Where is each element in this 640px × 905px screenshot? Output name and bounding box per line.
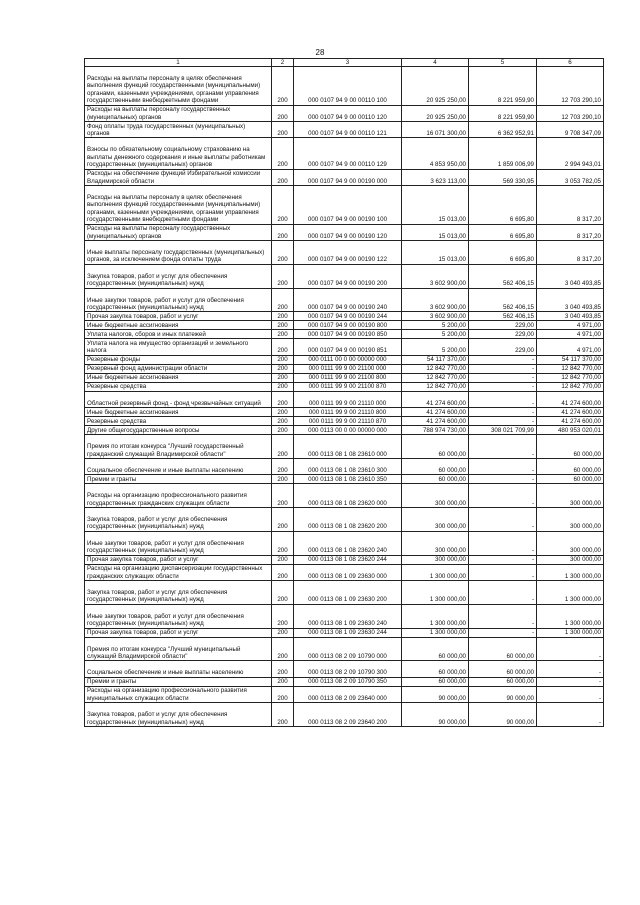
approved-amount-cell: 16 071 300,00	[402, 121, 469, 137]
executed-amount-cell: -	[469, 458, 537, 474]
column-number-row	[85, 59, 604, 67]
approved-amount-cell: 5 200,00	[402, 330, 469, 339]
budget-classification-code-cell: 000 0113 08 2 09 23640 200	[294, 703, 402, 727]
table-row	[85, 677, 604, 686]
table-row	[85, 581, 604, 605]
budget-classification-code-cell: 000 0107 94 9 00 00190 122	[294, 240, 402, 264]
table-row	[85, 330, 604, 339]
unexecuted-amount-cell: 300 000,00	[537, 531, 604, 555]
budget-classification-code-cell: 000 0113 08 1 08 23610 000	[294, 435, 402, 459]
expense-name-cell: Резервные средства	[85, 382, 272, 391]
line-code-cell: 200	[272, 364, 294, 373]
unexecuted-amount-cell: 1 300 000,00	[537, 604, 604, 628]
table-row	[85, 105, 604, 121]
budget-classification-code-cell: 000 0107 94 9 00 00190 851	[294, 339, 402, 355]
executed-amount-cell: -	[469, 373, 537, 382]
expense-name-cell: Социальное обеспечение и иные выплаты населению	[85, 458, 272, 474]
line-code-cell: 200	[272, 339, 294, 355]
budget-classification-code-cell: 000 0111 99 9 00 21110 800	[294, 408, 402, 417]
approved-amount-cell: 300 000,00	[402, 484, 469, 508]
table-row	[85, 508, 604, 532]
unexecuted-amount-cell: 1 300 000,00	[537, 628, 604, 637]
expense-name-cell: Фонд оплаты труда государственных (муниципальных) органов	[85, 121, 272, 137]
executed-amount-cell: 90 000,00	[469, 686, 537, 702]
executed-amount-cell: -	[469, 581, 537, 605]
approved-amount-cell: 12 842 770,00	[402, 382, 469, 391]
table-row	[85, 564, 604, 580]
table-row	[85, 169, 604, 185]
unexecuted-amount-cell: 41 274 600,00	[537, 408, 604, 417]
line-code-cell: 200	[272, 458, 294, 474]
executed-amount-cell: 6 695,80	[469, 185, 537, 224]
expense-name-cell: Иные выплаты персоналу государственных (муниципальных) органов, за исключением фонда оплаты труда	[85, 240, 272, 264]
line-code-cell: 200	[272, 703, 294, 727]
table-row	[85, 408, 604, 417]
budget-classification-code-cell: 000 0113 08 2 09 10790 350	[294, 677, 402, 686]
executed-amount-cell: -	[469, 417, 537, 426]
approved-amount-cell: 3 602 900,00	[402, 264, 469, 288]
table-row	[85, 373, 604, 382]
unexecuted-amount-cell: 54 117 370,00	[537, 355, 604, 364]
executed-amount-cell: -	[469, 531, 537, 555]
expense-name-cell: Иные бюджетные ассигнования	[85, 373, 272, 382]
expense-name-cell: Резервный фонд администрации области	[85, 364, 272, 373]
budget-classification-code-cell: 000 0113 08 2 09 10790 000	[294, 637, 402, 661]
expense-name-cell: Прочая закупка товаров, работ и услуг	[85, 628, 272, 637]
unexecuted-amount-cell: -	[537, 703, 604, 727]
unexecuted-amount-cell: 41 274 600,00	[537, 391, 604, 407]
budget-classification-code-cell: 000 0107 94 9 00 00110 120	[294, 105, 402, 121]
unexecuted-amount-cell: 9 708 347,09	[537, 121, 604, 137]
unexecuted-amount-cell: 3 040 493,85	[537, 312, 604, 321]
executed-amount-cell: 229,00	[469, 321, 537, 330]
executed-amount-cell: 8 221 959,90	[469, 67, 537, 106]
budget-classification-code-cell: 000 0107 94 9 00 00190 120	[294, 224, 402, 240]
table-row	[85, 458, 604, 474]
executed-amount-cell: -	[469, 508, 537, 532]
unexecuted-amount-cell: 3 053 782,05	[537, 169, 604, 185]
budget-classification-code-cell: 000 0113 08 1 08 23620 000	[294, 484, 402, 508]
table-row	[85, 185, 604, 224]
table-row	[85, 435, 604, 459]
line-code-cell: 200	[272, 138, 294, 169]
table-row	[85, 67, 604, 106]
line-code-cell: 200	[272, 264, 294, 288]
column-header-1: 1	[85, 59, 272, 67]
unexecuted-amount-cell: 60 000,00	[537, 435, 604, 459]
table-row	[85, 531, 604, 555]
unexecuted-amount-cell: -	[537, 677, 604, 686]
unexecuted-amount-cell: 4 971,00	[537, 339, 604, 355]
expense-name-cell: Закупка товаров, работ и услуг для обеспечения государственных (муниципальных) нужд	[85, 581, 272, 605]
unexecuted-amount-cell: 12 842 770,00	[537, 364, 604, 373]
executed-amount-cell: -	[469, 435, 537, 459]
unexecuted-amount-cell: 12 842 770,00	[537, 382, 604, 391]
executed-amount-cell: -	[469, 564, 537, 580]
unexecuted-amount-cell: 1 300 000,00	[537, 581, 604, 605]
unexecuted-amount-cell: 60 000,00	[537, 458, 604, 474]
line-code-cell: 200	[272, 312, 294, 321]
expense-name-cell: Иные закупки товаров, работ и услуг для обеспечения государственных (муниципальных) нужд	[85, 288, 272, 312]
expense-name-cell: Областной резервный фонд - фонд чрезвычайных ситуаций	[85, 391, 272, 407]
approved-amount-cell: 41 274 600,00	[402, 417, 469, 426]
unexecuted-amount-cell: 300 000,00	[537, 555, 604, 564]
approved-amount-cell: 3 602 900,00	[402, 312, 469, 321]
budget-classification-code-cell: 000 0107 94 9 00 00110 121	[294, 121, 402, 137]
expense-name-cell: Закупка товаров, работ и услуг для обеспечения государственных (муниципальных) нужд	[85, 264, 272, 288]
expense-name-cell: Премии и гранты	[85, 677, 272, 686]
table-row	[85, 475, 604, 484]
expense-name-cell: Резервные фонды	[85, 355, 272, 364]
approved-amount-cell: 1 300 000,00	[402, 628, 469, 637]
expense-name-cell: Расходы на обеспечение функций Избирательной комиссии Владимирской области	[85, 169, 272, 185]
executed-amount-cell: 569 330,95	[469, 169, 537, 185]
table-row	[85, 628, 604, 637]
executed-amount-cell: -	[469, 408, 537, 417]
expense-name-cell: Расходы на выплаты персоналу государственных (муниципальных) органов	[85, 105, 272, 121]
table-row	[85, 364, 604, 373]
approved-amount-cell: 41 274 600,00	[402, 408, 469, 417]
executed-amount-cell: -	[469, 604, 537, 628]
table-row	[85, 637, 604, 661]
line-code-cell: 200	[272, 185, 294, 224]
budget-classification-code-cell: 000 0107 94 9 00 00110 100	[294, 67, 402, 106]
line-code-cell: 200	[272, 321, 294, 330]
line-code-cell: 200	[272, 531, 294, 555]
table-row	[85, 417, 604, 426]
expense-name-cell: Расходы на организацию диспансеризации государственных гражданских служащих области	[85, 564, 272, 580]
unexecuted-amount-cell: 3 040 493,85	[537, 264, 604, 288]
executed-amount-cell: 8 221 959,90	[469, 105, 537, 121]
expense-name-cell: Иные закупки товаров, работ и услуг для обеспечения государственных (муниципальных) нужд	[85, 531, 272, 555]
line-code-cell: 200	[272, 355, 294, 364]
column-header-3: 3	[294, 59, 402, 67]
approved-amount-cell: 4 853 950,00	[402, 138, 469, 169]
unexecuted-amount-cell: 8 317,20	[537, 224, 604, 240]
table-row	[85, 339, 604, 355]
table-row	[85, 391, 604, 407]
approved-amount-cell: 788 974 730,00	[402, 426, 469, 435]
approved-amount-cell: 300 000,00	[402, 508, 469, 532]
executed-amount-cell: 229,00	[469, 330, 537, 339]
page-number: 28	[315, 48, 325, 57]
line-code-cell: 200	[272, 121, 294, 137]
expense-name-cell: Расходы на выплаты персоналу в целях обеспечения выполнения функций государственными (муниципальными) органами, казенными учреждениями, органами управления государственными внебюджетными фондами	[85, 67, 272, 106]
line-code-cell: 200	[272, 240, 294, 264]
executed-amount-cell: -	[469, 364, 537, 373]
budget-classification-code-cell: 000 0107 94 9 00 00190 100	[294, 185, 402, 224]
expense-name-cell: Закупка товаров, работ и услуг для обеспечения государственных (муниципальных) нужд	[85, 703, 272, 727]
line-code-cell: 200	[272, 417, 294, 426]
approved-amount-cell: 5 200,00	[402, 321, 469, 330]
line-code-cell: 200	[272, 105, 294, 121]
unexecuted-amount-cell: 12 703 290,10	[537, 105, 604, 121]
budget-execution-table	[84, 58, 604, 727]
budget-classification-code-cell: 000 0113 08 1 08 23610 350	[294, 475, 402, 484]
line-code-cell: 200	[272, 686, 294, 702]
executed-amount-cell: 308 021 709,99	[469, 426, 537, 435]
table-body	[85, 67, 604, 727]
budget-classification-code-cell: 000 0113 08 2 09 23640 000	[294, 686, 402, 702]
approved-amount-cell: 5 200,00	[402, 339, 469, 355]
budget-classification-code-cell: 000 0107 94 9 00 00190 800	[294, 321, 402, 330]
unexecuted-amount-cell: 41 274 600,00	[537, 417, 604, 426]
unexecuted-amount-cell: 8 317,20	[537, 240, 604, 264]
approved-amount-cell: 3 602 900,00	[402, 288, 469, 312]
column-header-2: 2	[272, 59, 294, 67]
budget-classification-code-cell: 000 0113 08 1 09 23630 000	[294, 564, 402, 580]
line-code-cell: 200	[272, 67, 294, 106]
unexecuted-amount-cell: 2 994 943,01	[537, 138, 604, 169]
line-code-cell: 200	[272, 484, 294, 508]
budget-classification-code-cell: 000 0111 99 9 00 21100 870	[294, 382, 402, 391]
executed-amount-cell: 90 000,00	[469, 703, 537, 727]
line-code-cell: 200	[272, 426, 294, 435]
table-row	[85, 426, 604, 435]
expense-name-cell: Расходы на выплаты персоналу в целях обеспечения выполнения функций государственными (муниципальными) органами, казенными учреждениями, органами управления государственными внебюджетными фондами	[85, 185, 272, 224]
line-code-cell: 200	[272, 382, 294, 391]
approved-amount-cell: 60 000,00	[402, 677, 469, 686]
table-row	[85, 240, 604, 264]
executed-amount-cell: 60 000,00	[469, 661, 537, 677]
line-code-cell: 200	[272, 224, 294, 240]
executed-amount-cell: -	[469, 484, 537, 508]
line-code-cell: 200	[272, 581, 294, 605]
budget-classification-code-cell: 000 0107 94 9 00 00190 240	[294, 288, 402, 312]
line-code-cell: 200	[272, 475, 294, 484]
line-code-cell: 200	[272, 628, 294, 637]
line-code-cell: 200	[272, 564, 294, 580]
line-code-cell: 200	[272, 330, 294, 339]
approved-amount-cell: 15 013,00	[402, 185, 469, 224]
unexecuted-amount-cell: 12 703 290,10	[537, 67, 604, 106]
line-code-cell: 200	[272, 391, 294, 407]
executed-amount-cell: 1 859 006,99	[469, 138, 537, 169]
expense-name-cell: Иные бюджетные ассигнования	[85, 408, 272, 417]
executed-amount-cell: -	[469, 355, 537, 364]
approved-amount-cell: 15 013,00	[402, 240, 469, 264]
expense-name-cell: Премия по итогам конкурса "Лучший государственный гражданский служащий Владимирской области"	[85, 435, 272, 459]
expense-name-cell: Уплата налога на имущество организаций и земельного налога	[85, 339, 272, 355]
executed-amount-cell: -	[469, 382, 537, 391]
table-row	[85, 661, 604, 677]
expense-name-cell: Социальное обеспечение и иные выплаты населению	[85, 661, 272, 677]
budget-classification-code-cell: 000 0113 00 0 00 00000 000	[294, 426, 402, 435]
expense-name-cell: Иные закупки товаров, работ и услуг для обеспечения государственных (муниципальных) нужд	[85, 604, 272, 628]
unexecuted-amount-cell: 300 000,00	[537, 508, 604, 532]
approved-amount-cell: 60 000,00	[402, 661, 469, 677]
executed-amount-cell: -	[469, 628, 537, 637]
table-row	[85, 138, 604, 169]
unexecuted-amount-cell: 3 040 493,85	[537, 288, 604, 312]
expense-name-cell: Расходы на выплаты персоналу государственных (муниципальных) органов	[85, 224, 272, 240]
unexecuted-amount-cell: 300 000,00	[537, 484, 604, 508]
budget-classification-code-cell: 000 0111 99 9 00 21110 000	[294, 391, 402, 407]
approved-amount-cell: 60 000,00	[402, 435, 469, 459]
budget-classification-code-cell: 000 0111 99 9 00 21110 870	[294, 417, 402, 426]
table-row	[85, 703, 604, 727]
executed-amount-cell: 6 362 952,91	[469, 121, 537, 137]
budget-classification-code-cell: 000 0113 08 1 08 23620 200	[294, 508, 402, 532]
line-code-cell: 200	[272, 169, 294, 185]
executed-amount-cell: 60 000,00	[469, 677, 537, 686]
table-row	[85, 382, 604, 391]
approved-amount-cell: 12 842 770,00	[402, 373, 469, 382]
expense-name-cell: Расходы на организацию профессионального развития государственных гражданских служащих области	[85, 484, 272, 508]
approved-amount-cell: 1 300 000,00	[402, 604, 469, 628]
executed-amount-cell: 562 406,15	[469, 288, 537, 312]
approved-amount-cell: 60 000,00	[402, 475, 469, 484]
approved-amount-cell: 300 000,00	[402, 555, 469, 564]
line-code-cell: 200	[272, 408, 294, 417]
approved-amount-cell: 60 000,00	[402, 458, 469, 474]
executed-amount-cell: 6 695,80	[469, 240, 537, 264]
table-row	[85, 224, 604, 240]
line-code-cell: 200	[272, 435, 294, 459]
budget-classification-code-cell: 000 0113 08 1 09 23630 244	[294, 628, 402, 637]
approved-amount-cell: 90 000,00	[402, 686, 469, 702]
executed-amount-cell: -	[469, 475, 537, 484]
line-code-cell: 200	[272, 555, 294, 564]
budget-classification-code-cell: 000 0111 99 9 00 21100 800	[294, 373, 402, 382]
line-code-cell: 200	[272, 288, 294, 312]
table-row	[85, 604, 604, 628]
budget-classification-code-cell: 000 0107 94 9 00 00190 850	[294, 330, 402, 339]
line-code-cell: 200	[272, 508, 294, 532]
line-code-cell: 200	[272, 604, 294, 628]
unexecuted-amount-cell: 480 953 020,01	[537, 426, 604, 435]
executed-amount-cell: -	[469, 555, 537, 564]
unexecuted-amount-cell: 1 300 000,00	[537, 564, 604, 580]
line-code-cell: 200	[272, 661, 294, 677]
approved-amount-cell: 12 842 770,00	[402, 364, 469, 373]
executed-amount-cell: 562 406,15	[469, 264, 537, 288]
unexecuted-amount-cell: -	[537, 637, 604, 661]
expense-name-cell: Премия по итогам конкурса "Лучший муниципальный служащий Владимирской области"	[85, 637, 272, 661]
expense-name-cell: Взносы по обязательному социальному страхованию на выплаты денежного содержания и иные выплаты работникам государственных (муниципальных) органов	[85, 138, 272, 169]
budget-classification-code-cell: 000 0111 00 0 00 00000 000	[294, 355, 402, 364]
executed-amount-cell: 229,00	[469, 339, 537, 355]
expense-name-cell: Премии и гранты	[85, 475, 272, 484]
line-code-cell: 200	[272, 373, 294, 382]
line-code-cell: 200	[272, 637, 294, 661]
budget-classification-code-cell: 000 0107 94 9 00 00190 244	[294, 312, 402, 321]
unexecuted-amount-cell: -	[537, 686, 604, 702]
budget-classification-code-cell: 000 0113 08 1 09 23630 240	[294, 604, 402, 628]
approved-amount-cell: 3 623 113,00	[402, 169, 469, 185]
expense-name-cell: Прочая закупка товаров, работ и услуг	[85, 555, 272, 564]
approved-amount-cell: 300 000,00	[402, 531, 469, 555]
table-row	[85, 555, 604, 564]
expense-name-cell: Расходы на организацию профессионального развития муниципальных служащих области	[85, 686, 272, 702]
expense-name-cell: Уплата налогов, сборов и иных платежей	[85, 330, 272, 339]
unexecuted-amount-cell: -	[537, 661, 604, 677]
approved-amount-cell: 15 013,00	[402, 224, 469, 240]
table-row	[85, 321, 604, 330]
unexecuted-amount-cell: 4 971,00	[537, 330, 604, 339]
approved-amount-cell: 41 274 600,00	[402, 391, 469, 407]
budget-classification-code-cell: 000 0113 08 1 09 23630 200	[294, 581, 402, 605]
unexecuted-amount-cell: 12 842 770,00	[537, 373, 604, 382]
table-row	[85, 484, 604, 508]
approved-amount-cell: 1 300 000,00	[402, 581, 469, 605]
budget-classification-code-cell: 000 0113 08 1 08 23620 240	[294, 531, 402, 555]
column-header-6: 6	[537, 59, 604, 67]
expense-name-cell: Другие общегосударственные вопросы	[85, 426, 272, 435]
budget-classification-code-cell: 000 0107 94 9 00 00110 129	[294, 138, 402, 169]
line-code-cell: 200	[272, 677, 294, 686]
expense-name-cell: Иные бюджетные ассигнования	[85, 321, 272, 330]
approved-amount-cell: 54 117 370,00	[402, 355, 469, 364]
unexecuted-amount-cell: 60 000,00	[537, 475, 604, 484]
approved-amount-cell: 60 000,00	[402, 637, 469, 661]
budget-classification-code-cell: 000 0113 08 1 08 23610 300	[294, 458, 402, 474]
unexecuted-amount-cell: 4 971,00	[537, 321, 604, 330]
table-row	[85, 312, 604, 321]
executed-amount-cell: -	[469, 391, 537, 407]
budget-classification-code-cell: 000 0107 94 9 00 00190 200	[294, 264, 402, 288]
budget-classification-code-cell: 000 0113 08 1 08 23620 244	[294, 555, 402, 564]
approved-amount-cell: 90 000,00	[402, 703, 469, 727]
approved-amount-cell: 20 925 250,00	[402, 67, 469, 106]
budget-classification-code-cell: 000 0111 99 9 00 21100 000	[294, 364, 402, 373]
executed-amount-cell: 60 000,00	[469, 637, 537, 661]
table-row	[85, 288, 604, 312]
approved-amount-cell: 1 300 000,00	[402, 564, 469, 580]
approved-amount-cell: 20 925 250,00	[402, 105, 469, 121]
budget-classification-code-cell: 000 0107 94 9 00 00190 000	[294, 169, 402, 185]
unexecuted-amount-cell: 8 317,20	[537, 185, 604, 224]
executed-amount-cell: 562 406,15	[469, 312, 537, 321]
table-row	[85, 121, 604, 137]
budget-classification-code-cell: 000 0113 08 2 09 10790 300	[294, 661, 402, 677]
column-header-5: 5	[469, 59, 537, 67]
executed-amount-cell: 6 695,80	[469, 224, 537, 240]
expense-name-cell: Прочая закупка товаров, работ и услуг	[85, 312, 272, 321]
table-row	[85, 355, 604, 364]
table-row	[85, 264, 604, 288]
expense-name-cell: Закупка товаров, работ и услуг для обеспечения государственных (муниципальных) нужд	[85, 508, 272, 532]
column-header-4: 4	[402, 59, 469, 67]
expense-name-cell: Резервные средства	[85, 417, 272, 426]
table-row	[85, 686, 604, 702]
